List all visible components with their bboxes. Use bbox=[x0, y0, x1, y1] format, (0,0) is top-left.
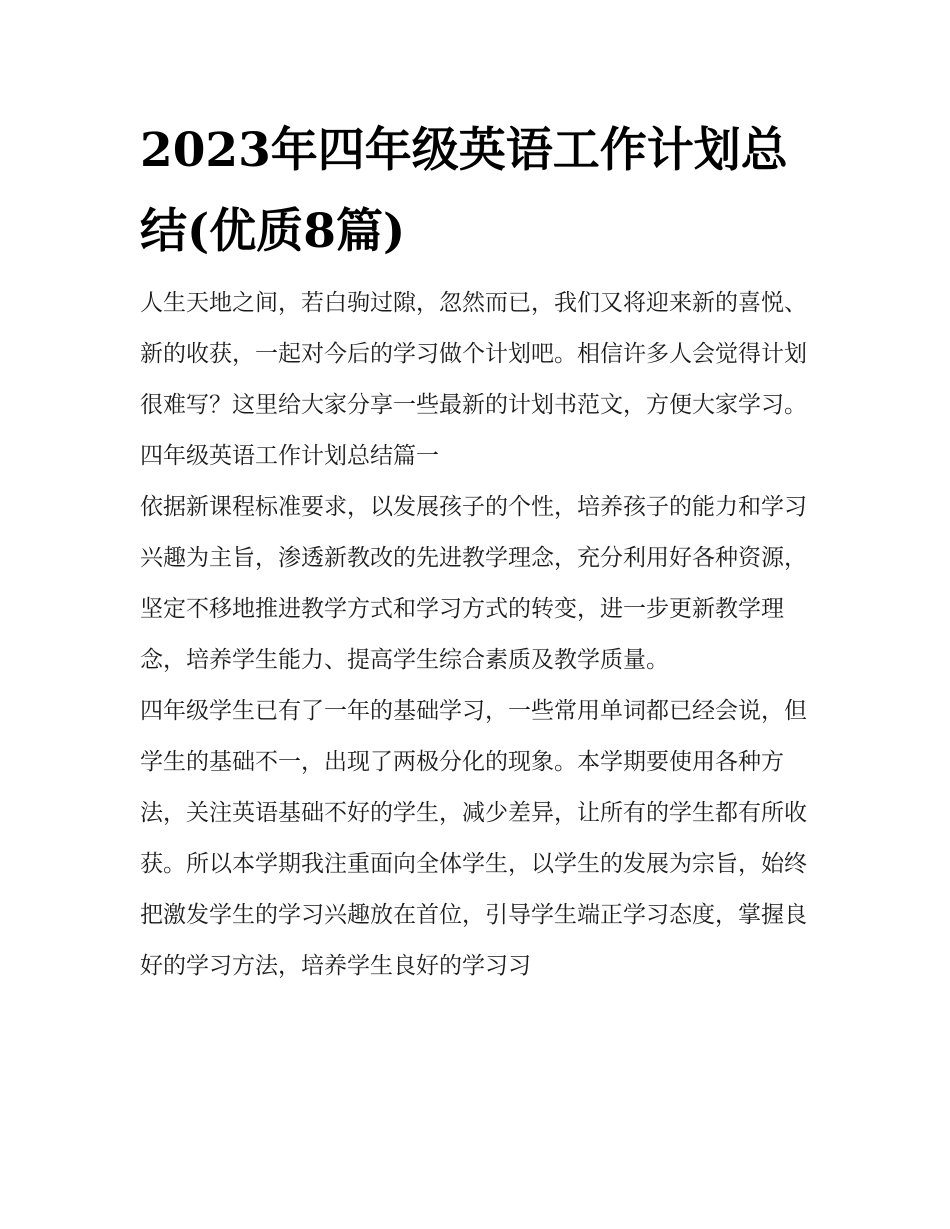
body-paragraph: 依据新课程标准要求，以发展孩子的个性，培养孩子的能力和学习兴趣为主旨，渗透新教改的先进教学理念，充分利用好各种资源，坚定不移地推进教学方式和学习方式的转变，进一步更新教学理念，培养学生能力、提高学生综合素质及教学质量。 bbox=[140, 494, 807, 673]
intro-paragraph: 人生天地之间，若白驹过隙，忽然而已，我们又将迎来新的喜悦、新的收获，一起对今后的学习做个计划吧。相信许多人会觉得计划很难写？这里给大家分享一些最新的计划书范文，方便大家学习。 bbox=[140, 290, 807, 418]
section-heading: 四年级英语工作计划总结篇一 bbox=[140, 443, 439, 469]
document-body bbox=[140, 278, 820, 992]
body-paragraph: 四年级学生已有了一年的基础学习，一些常用单词都已经会说，但学生的基础不一，出现了两极分化的现象。本学期要使用各种方法，关注英语基础不好的学生，减少差异，让所有的学生都有所收获。所以本学期我注重面向全体学生，以学生的发展为宗旨，始终把激发学生的学习兴趣放在首位，引导学生端正学习态度，掌握良好的学习方法，培养学生良好的学习习 bbox=[140, 698, 807, 979]
document-title: 2023年四年级英语工作计划总结(优质8篇) bbox=[140, 123, 788, 259]
